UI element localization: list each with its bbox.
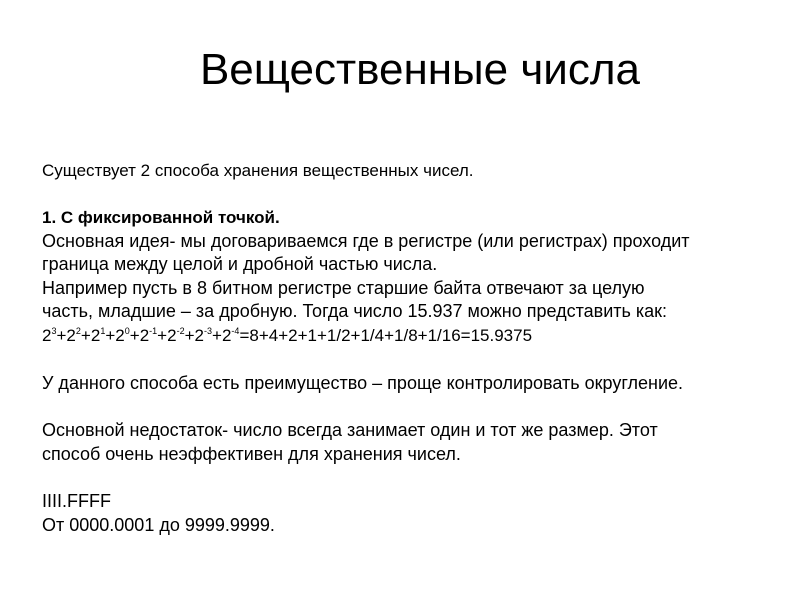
format-text: IIII.FFFF: [42, 491, 111, 512]
formula-base: 2: [194, 325, 204, 345]
formula-term: [66, 326, 90, 345]
formula-exponent: -2: [176, 325, 185, 336]
formula-exponent: 0: [124, 325, 130, 336]
formula-term: [167, 326, 194, 345]
disadvantage-line-1: Основной недостаток- число всегда занимает один и тот же размер. Этот: [42, 420, 658, 441]
spacer: [42, 466, 782, 490]
formula-operator: +: [184, 325, 195, 345]
formula-operator: +: [56, 325, 67, 345]
formula-term: [91, 326, 115, 345]
example-line-1: Например пусть в 8 битном регистре старшие байта отвечают за целую: [42, 277, 645, 298]
formula-base: 2: [139, 325, 150, 345]
formula-term: [140, 326, 167, 345]
formula-exponent: 2: [75, 325, 81, 336]
formula-base: 2: [66, 325, 76, 345]
formula-exponent: 1: [100, 325, 106, 336]
spacer: [42, 395, 782, 419]
formula-result: =8+4+2+1+1/2+1/4+1/8+1/16=15.9375: [239, 325, 533, 345]
formula-term: [195, 326, 222, 345]
formula-base: 2: [42, 325, 52, 345]
formula-operator: +: [105, 325, 116, 345]
advantage-text: У данного способа есть преимущество – проще контролировать округление.: [42, 372, 684, 393]
formula-term: [115, 326, 139, 345]
formula-base: 2: [115, 325, 125, 345]
disadvantage-line-2: способ очень неэффективен для хранения чисел.: [42, 443, 461, 464]
formula-operator: +: [212, 325, 222, 345]
formula-base: 2: [167, 325, 177, 345]
formula-exponent: -1: [149, 325, 158, 336]
formula-base: 2: [90, 325, 101, 345]
spacer: [42, 348, 782, 372]
formula-term: [42, 326, 66, 345]
formula-exponent: -3: [204, 325, 213, 336]
formula-exponent: 3: [51, 325, 57, 336]
formula-operator: +: [157, 325, 168, 345]
formula-operator: +: [129, 325, 140, 345]
slide-body: [42, 206, 782, 538]
range-text: От 0000.0001 до 9999.9999.: [42, 514, 275, 535]
formula-exponent: -4: [231, 325, 240, 336]
idea-line-2: граница между целой и дробной частью числа.: [42, 254, 438, 275]
formula-base: 2: [221, 325, 232, 345]
formula-term: [222, 326, 239, 345]
idea-line-1: Основная идея- мы договариваемся где в регистре (или регистрах) проходит: [42, 230, 690, 251]
formula-terms: [42, 326, 239, 345]
example-line-2: часть, младшие – за дробную. Тогда число 15.937 можно представить как:: [42, 301, 668, 322]
intro-text: Существует 2 способа хранения вещественных чисел.: [42, 161, 474, 180]
formula-operator: +: [80, 325, 91, 345]
formula: [42, 324, 782, 348]
slide-title: Вещественные числа: [199, 45, 641, 94]
section-heading: 1. С фиксированной точкой.: [42, 208, 280, 227]
